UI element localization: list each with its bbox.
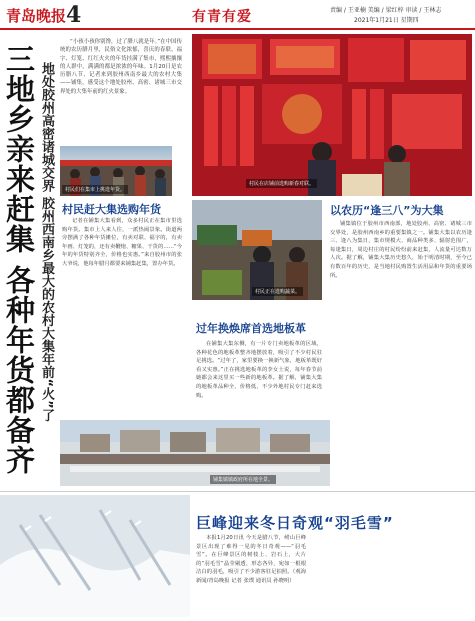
section-title: 有青有爱	[192, 9, 252, 25]
issue-date: 2021年1月21日 星期四	[354, 17, 419, 24]
article-heading: 以农历“逢三八”为大集	[330, 204, 444, 217]
page-number: 4	[66, 2, 82, 28]
bottom-body: 本报1月20日讯 今天是腊八节，崂山巨峰景区出现了难得一见的冬日奇观——“羽毛雪”。在巨峰景区的树枝上、岩石上，大片的“羽毛雪”晶莹剔透、形态各异，宛如一根根洁白的羽毛，吸引了不少游客驻足拍照。（观海新闻/青岛晚报 记者 张璞 通讯员 孙晓明）	[196, 535, 306, 584]
photo-caption: 村民在店铺前选购新春对联。	[246, 179, 317, 188]
photo-caption: 村民正在选购蔬菜。	[252, 287, 303, 296]
market-crowd-photo	[60, 146, 172, 196]
article-body: 铺集镇位于胶州市西南部，地处胶州、高密、诸城三市交界处，是胶州西南乡的重要集镇之一。铺集大集以农历逢三、逢八为集日，集市规模大、商品种类多、辐射范围广，每逢集日，周边村庄的村民纷纷前来赶集，人流量可达数万人次。据了解，铺集大集历史悠久，始于明清时期，至今已有数百年的历史，是当地村民购置生活用品和年货的重要场所。	[330, 221, 472, 279]
photo-caption: 村民们在集市上挑选年货。	[62, 185, 128, 194]
feather-snow-photo	[0, 495, 190, 617]
village-panorama-photo	[60, 420, 330, 486]
editors-credit: 责编 / 王亚楠 美编 / 梁红梓 审读 / 王林志	[330, 7, 442, 14]
article-heading: 过年换焕席首选地板革	[196, 322, 306, 335]
article-body: 在铺集大集东侧，有一片专门卖地板革的区域，各种花色的地板革整齐地摆放着，吸引了不少村民驻足挑选。“过年了，家里要换一换新气象，地板革既好看又实惠。”正在挑选地板革的李女士说，每年春节前她都会来这里买一些新的地板革。据了解，铺集大集的地板革品种全、价格低，不少外地村民专门赶来选购。	[196, 341, 322, 399]
sub-headline: 地处胶州高密诸城交界 胶州西南乡最大的农村大集年前“火”了	[39, 62, 54, 422]
bottom-headline: 巨峰迎来冬日奇观“羽毛雪”	[196, 514, 394, 532]
article-heading: 村民赶大集选购年货	[62, 203, 161, 216]
photo-caption: 铺集镇镇政府所在地全景。	[210, 475, 276, 484]
couplet-vendor-photo	[192, 34, 472, 196]
vegetable-stall-photo	[192, 200, 322, 300]
article-body: 记者在铺集大集看到，众多村民正在集市里选购年货。集市上人来人往，一派热闹景象。街道两旁摆满了各种年货摊位，有卖对联、福字的，有卖年画、灯笼的，还有卖鞭炮、糖果、干货的……“今年的年货特别齐全，价格也实惠。”来自胶州市的张大爷说，他每年腊月都要来铺集赶集，置办年货。	[62, 218, 182, 267]
main-headline: 三地乡亲来赶集 各种年货都备齐	[2, 44, 36, 476]
intro-text: “小孩小孩你别馋，过了腊八就是年。”在中国传统的农历腊月里，民俗文化浓郁，喜庆的春联、福字、灯笼、红红火火的年货挂满了集市，熙熙攘攘的人群中，满满的都是浓浓的年味。1月20日是农历腊八节，记者来到胶州西南乡最大的农村大集——铺集，感受这个地处胶州、高密、诸城三市交界处的大集年前的红火景象。	[60, 39, 182, 95]
masthead	[0, 0, 475, 30]
newspaper-logo: 青岛晚报	[6, 7, 67, 25]
